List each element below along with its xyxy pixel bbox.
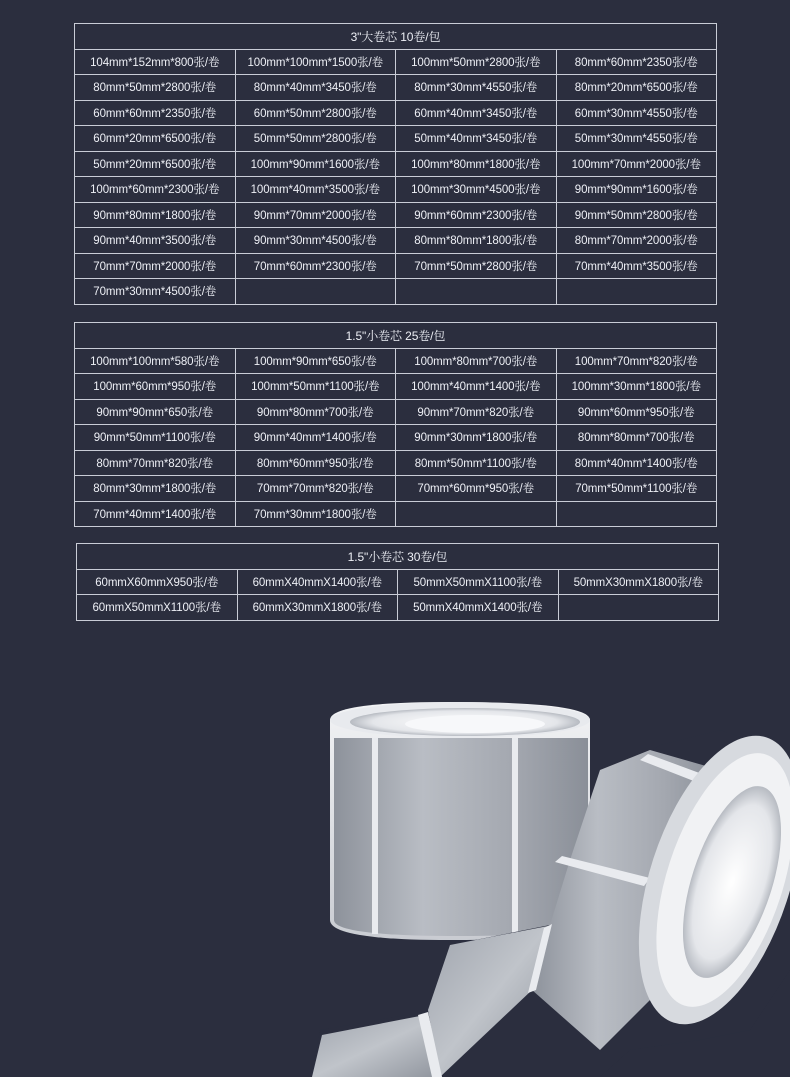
spec-cell: 60mm*40mm*3450张/卷 [396, 100, 557, 126]
spec-cell: 80mm*30mm*1800张/卷 [75, 476, 236, 502]
spec-cell: 70mm*60mm*2300张/卷 [235, 253, 396, 279]
spec-cell: 60mmX30mmX1800张/卷 [237, 595, 398, 621]
spec-cell: 60mmX60mmX950张/卷 [77, 569, 238, 595]
spec-cell: 60mm*20mm*6500张/卷 [75, 126, 236, 152]
spec-cell: 90mm*60mm*2300张/卷 [396, 202, 557, 228]
spec-cell: 60mm*50mm*2800张/卷 [235, 100, 396, 126]
spec-cell: 100mm*70mm*2000张/卷 [556, 151, 717, 177]
spec-cell [556, 279, 717, 305]
table-row [75, 374, 717, 400]
spec-cell: 80mm*60mm*950张/卷 [235, 450, 396, 476]
spec-cell: 70mm*70mm*820张/卷 [235, 476, 396, 502]
table-row [75, 253, 717, 279]
spec-cell: 60mmX40mmX1400张/卷 [237, 569, 398, 595]
spec-table-large-core [74, 23, 717, 305]
spec-cell: 90mm*40mm*3500张/卷 [75, 228, 236, 254]
spec-cell: 100mm*90mm*1600张/卷 [235, 151, 396, 177]
spec-cell: 80mm*80mm*700张/卷 [556, 425, 717, 451]
spec-cell: 90mm*80mm*1800张/卷 [75, 202, 236, 228]
spec-cell: 90mm*70mm*820张/卷 [396, 399, 557, 425]
table-row [75, 348, 717, 374]
spec-cell: 50mm*20mm*6500张/卷 [75, 151, 236, 177]
table-row [75, 501, 717, 527]
spec-cell: 100mm*30mm*1800张/卷 [556, 374, 717, 400]
table-body [77, 569, 719, 620]
spec-cell: 50mmX30mmX1800张/卷 [558, 569, 719, 595]
spec-cell: 50mm*30mm*4550张/卷 [556, 126, 717, 152]
spec-cell: 70mm*40mm*3500张/卷 [556, 253, 717, 279]
spec-cell: 100mm*50mm*2800张/卷 [396, 49, 557, 75]
spec-cell: 90mm*50mm*2800张/卷 [556, 202, 717, 228]
spec-cell [235, 279, 396, 305]
spec-cell: 70mm*30mm*4500张/卷 [75, 279, 236, 305]
spec-cell: 80mm*40mm*1400张/卷 [556, 450, 717, 476]
spec-cell: 90mm*90mm*650张/卷 [75, 399, 236, 425]
spec-cell: 100mm*60mm*950张/卷 [75, 374, 236, 400]
spec-cell: 100mm*40mm*1400张/卷 [396, 374, 557, 400]
table-row [75, 450, 717, 476]
spec-cell: 80mm*40mm*3450张/卷 [235, 75, 396, 101]
spec-cell: 100mm*30mm*4500张/卷 [396, 177, 557, 203]
upright-roll [330, 702, 590, 940]
table-row [75, 202, 717, 228]
spec-cell: 70mm*70mm*2000张/卷 [75, 253, 236, 279]
table-row [75, 100, 717, 126]
spec-cell: 70mm*40mm*1400张/卷 [75, 501, 236, 527]
spec-cell [396, 279, 557, 305]
table-row [77, 595, 719, 621]
spec-cell: 70mm*30mm*1800张/卷 [235, 501, 396, 527]
table-row [75, 425, 717, 451]
spec-cell: 90mm*80mm*700张/卷 [235, 399, 396, 425]
spec-cell: 50mm*50mm*2800张/卷 [235, 126, 396, 152]
spec-cell: 90mm*30mm*1800张/卷 [396, 425, 557, 451]
table-title: 3"大卷芯 10卷/包 [75, 24, 717, 50]
spec-table-small-core-30 [76, 543, 719, 621]
table-title: 1.5"小卷芯 25卷/包 [75, 323, 717, 349]
silver-label-rolls-image [300, 690, 790, 1077]
table-row [75, 399, 717, 425]
spec-cell: 100mm*60mm*2300张/卷 [75, 177, 236, 203]
spec-cell: 90mm*40mm*1400张/卷 [235, 425, 396, 451]
spec-cell: 70mm*50mm*1100张/卷 [556, 476, 717, 502]
table-row [77, 569, 719, 595]
table-row [75, 126, 717, 152]
spec-cell: 60mm*30mm*4550张/卷 [556, 100, 717, 126]
spec-cell: 80mm*20mm*6500张/卷 [556, 75, 717, 101]
spec-cell: 80mm*60mm*2350张/卷 [556, 49, 717, 75]
spec-cell: 100mm*50mm*1100张/卷 [235, 374, 396, 400]
spec-cell: 100mm*70mm*820张/卷 [556, 348, 717, 374]
spec-cell [558, 595, 719, 621]
table-row [75, 177, 717, 203]
spec-cell [396, 501, 557, 527]
table-row [75, 476, 717, 502]
spec-cell: 100mm*100mm*580张/卷 [75, 348, 236, 374]
spec-cell: 104mm*152mm*800张/卷 [75, 49, 236, 75]
spec-cell: 100mm*40mm*3500张/卷 [235, 177, 396, 203]
spec-cell: 70mm*50mm*2800张/卷 [396, 253, 557, 279]
spec-cell: 60mm*60mm*2350张/卷 [75, 100, 236, 126]
table-body [75, 49, 717, 304]
spec-table-small-core-25 [74, 322, 717, 527]
spec-cell: 90mm*90mm*1600张/卷 [556, 177, 717, 203]
table-row [75, 151, 717, 177]
spec-cell: 90mm*30mm*4500张/卷 [235, 228, 396, 254]
spec-cell: 50mm*40mm*3450张/卷 [396, 126, 557, 152]
spec-cell: 100mm*80mm*700张/卷 [396, 348, 557, 374]
table-row [75, 228, 717, 254]
spec-cell: 80mm*70mm*2000张/卷 [556, 228, 717, 254]
spec-cell: 100mm*90mm*650张/卷 [235, 348, 396, 374]
spec-cell: 50mmX40mmX1400张/卷 [398, 595, 559, 621]
spec-cell: 60mmX50mmX1100张/卷 [77, 595, 238, 621]
table-row [75, 75, 717, 101]
spec-cell: 90mm*50mm*1100张/卷 [75, 425, 236, 451]
spec-cell: 100mm*100mm*1500张/卷 [235, 49, 396, 75]
spec-cell [556, 501, 717, 527]
spec-cell: 80mm*70mm*820张/卷 [75, 450, 236, 476]
table-row [75, 279, 717, 305]
spec-cell: 80mm*30mm*4550张/卷 [396, 75, 557, 101]
spec-cell: 80mm*50mm*2800张/卷 [75, 75, 236, 101]
spec-cell: 90mm*70mm*2000张/卷 [235, 202, 396, 228]
spec-cell: 90mm*60mm*950张/卷 [556, 399, 717, 425]
table-body [75, 348, 717, 527]
spec-cell: 50mmX50mmX1100张/卷 [398, 569, 559, 595]
table-row [75, 49, 717, 75]
spec-cell: 70mm*60mm*950张/卷 [396, 476, 557, 502]
table-title: 1.5"小卷芯 30卷/包 [77, 544, 719, 570]
spec-cell: 100mm*80mm*1800张/卷 [396, 151, 557, 177]
spec-cell: 80mm*80mm*1800张/卷 [396, 228, 557, 254]
spec-cell: 80mm*50mm*1100张/卷 [396, 450, 557, 476]
